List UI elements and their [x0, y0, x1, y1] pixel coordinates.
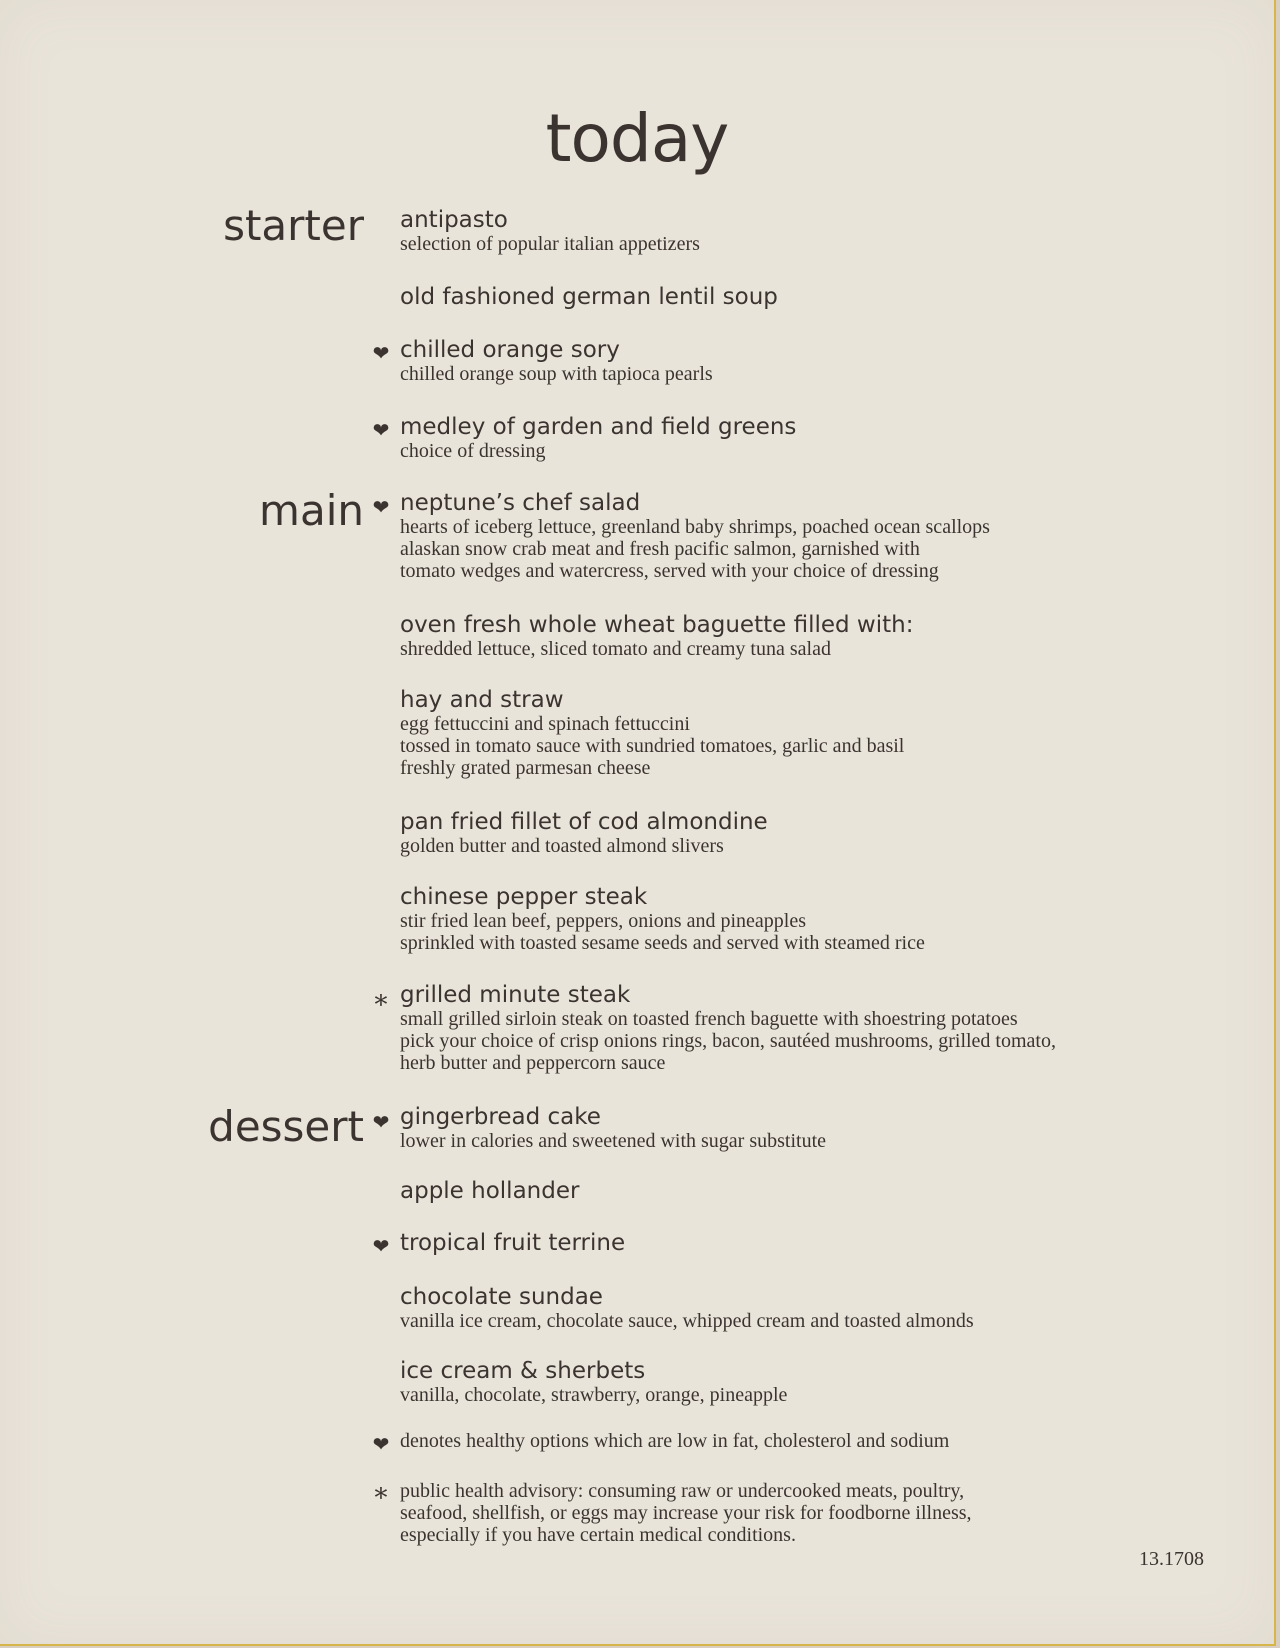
menu-title: today	[545, 100, 729, 177]
item-name: chocolate sundae	[400, 1284, 603, 1310]
item-name: gingerbread cake	[400, 1104, 601, 1130]
menu-item	[400, 207, 1200, 255]
item-description: vanilla, chocolate, strawberry, orange, pineapple	[400, 1384, 788, 1406]
menu-item	[400, 414, 1200, 462]
item-description: herb butter and peppercorn sauce	[400, 1052, 666, 1074]
item-name: chinese pepper steak	[400, 884, 648, 910]
item-description: golden butter and toasted almond slivers	[400, 835, 724, 857]
section-label-dessert: dessert	[208, 1102, 364, 1151]
healthy-heart-icon: ❤	[372, 1234, 390, 1258]
item-name: chilled orange sory	[400, 337, 620, 363]
healthy-heart-icon: ❤	[372, 418, 390, 442]
advisory-asterisk-icon: ∗	[372, 985, 390, 1015]
item-description: stir fried lean beef, peppers, onions and pineapples	[400, 910, 806, 932]
menu-item	[400, 490, 1200, 582]
item-description: small grilled sirloin steak on toasted french baguette with shoestring potatoes	[400, 1008, 1018, 1030]
menu-item	[400, 1230, 1200, 1256]
menu-item	[400, 809, 1200, 857]
menu-item	[400, 1104, 1200, 1152]
item-name: antipasto	[400, 207, 508, 233]
section-label-main: main	[259, 486, 364, 535]
health-advisory	[400, 1480, 972, 1546]
advisory-line: especially if you have certain medical conditions.	[400, 1524, 796, 1546]
advisory-line: public health advisory: consuming raw or undercooked meats, poultry,	[400, 1480, 965, 1502]
healthy-note: denotes healthy options which are low in fat, cholesterol and sodium	[400, 1430, 950, 1452]
item-description: sprinkled with toasted sesame seeds and served with steamed rice	[400, 932, 925, 954]
item-description: freshly grated parmesan cheese	[400, 757, 651, 779]
item-name: ice cream & sherbets	[400, 1358, 646, 1384]
menu-item	[400, 1358, 1200, 1406]
item-description: selection of popular italian appetizers	[400, 233, 700, 255]
menu-item	[400, 337, 1200, 385]
item-description: chilled orange soup with tapioca pearls	[400, 363, 713, 385]
item-description: hearts of iceberg lettuce, greenland baby shrimps, poached ocean scallops	[400, 516, 990, 538]
item-description: tossed in tomato sauce with sundried tomatoes, garlic and basil	[400, 735, 905, 757]
item-description: egg fettuccini and spinach fettuccini	[400, 713, 690, 735]
item-name: hay and straw	[400, 687, 564, 713]
menu-item	[400, 612, 1200, 660]
item-description: tomato wedges and watercress, served with your choice of dressing	[400, 560, 939, 582]
item-name: old fashioned german lentil soup	[400, 284, 778, 310]
menu-item	[400, 284, 1200, 310]
item-name: neptune’s chef salad	[400, 490, 641, 516]
healthy-heart-icon: ❤	[372, 1110, 390, 1134]
item-description: alaskan snow crab meat and fresh pacific salmon, garnished with	[400, 538, 920, 560]
menu-item	[400, 982, 1200, 1074]
healthy-heart-icon: ❤	[372, 1432, 390, 1456]
menu-item	[400, 687, 1200, 779]
section-label-starter: starter	[223, 201, 364, 250]
menu-item	[400, 1178, 1200, 1204]
item-description: pick your choice of crisp onions rings, bacon, sautéed mushrooms, grilled tomato,	[400, 1030, 1056, 1052]
item-name: grilled minute steak	[400, 982, 631, 1008]
item-name: medley of garden and field greens	[400, 414, 797, 440]
healthy-heart-icon: ❤	[372, 495, 390, 519]
healthy-heart-icon: ❤	[372, 341, 390, 365]
menu-item	[400, 884, 1200, 954]
item-description: shredded lettuce, sliced tomato and creamy tuna salad	[400, 638, 831, 660]
item-description: choice of dressing	[400, 440, 546, 462]
advisory-asterisk-icon: ∗	[372, 1478, 390, 1508]
item-name: oven fresh whole wheat baguette filled with:	[400, 612, 914, 638]
advisory-line: seafood, shellfish, or eggs may increase your risk for foodborne illness,	[400, 1502, 972, 1524]
item-name: tropical fruit terrine	[400, 1230, 626, 1256]
menu-code: 13.1708	[1139, 1548, 1204, 1570]
item-name: pan fried fillet of cod almondine	[400, 809, 768, 835]
item-description: lower in calories and sweetened with sugar substitute	[400, 1130, 826, 1152]
item-name: apple hollander	[400, 1178, 580, 1204]
menu-item	[400, 1284, 1200, 1332]
item-description: vanilla ice cream, chocolate sauce, whipped cream and toasted almonds	[400, 1310, 974, 1332]
